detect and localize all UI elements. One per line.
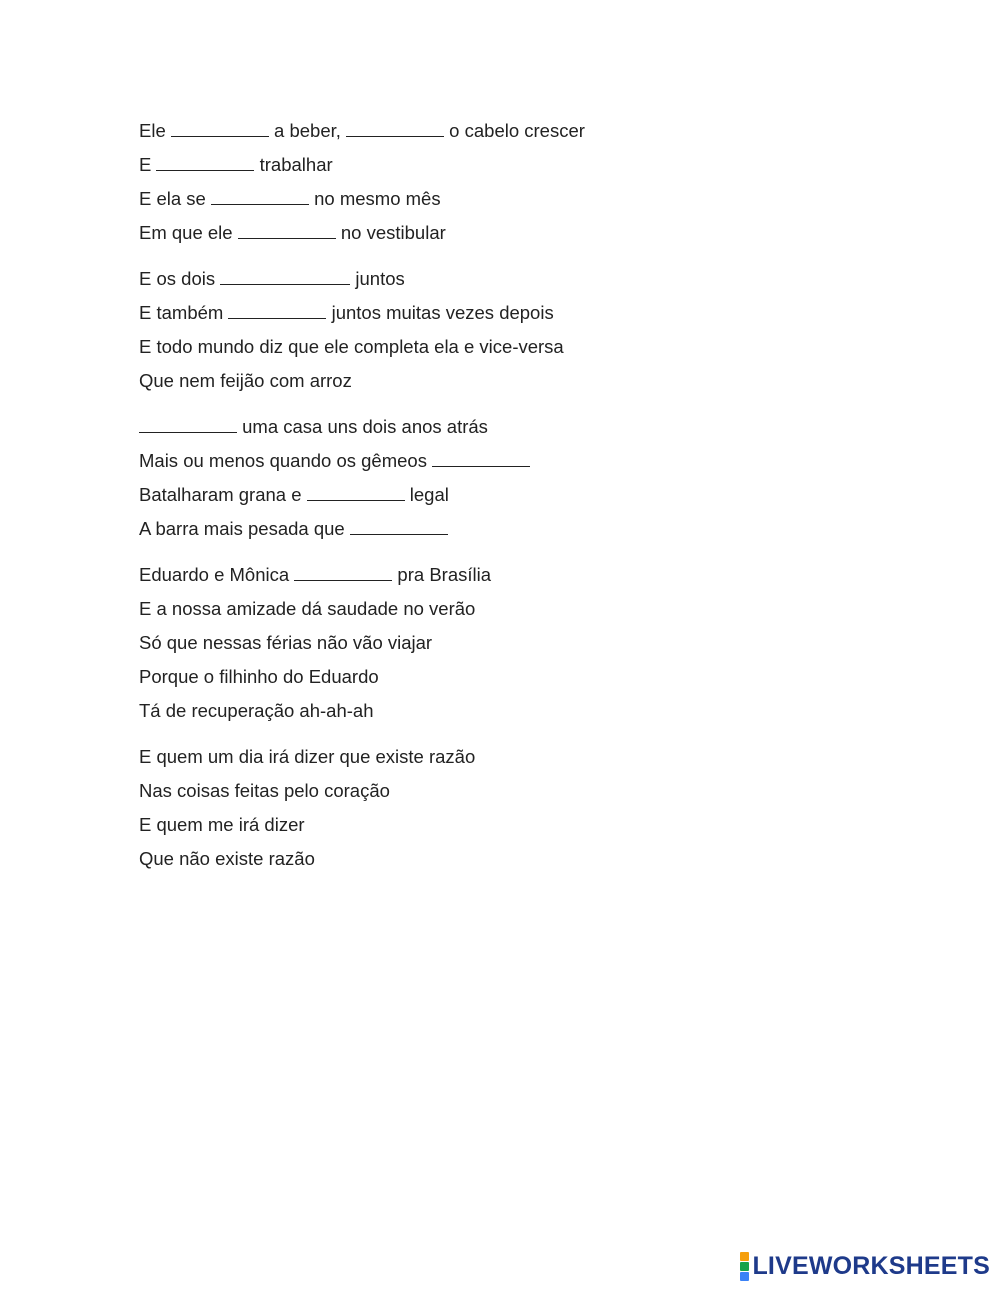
lyric-line: [139, 558, 899, 592]
lyric-line: [139, 262, 899, 296]
fill-in-blank[interactable]: [139, 416, 237, 433]
lyric-text: Nas coisas feitas pelo coração: [139, 780, 390, 801]
lyric-line: [139, 512, 899, 546]
lyric-line: [139, 444, 899, 478]
fill-in-blank[interactable]: [220, 268, 350, 285]
lyric-text: Em que ele: [139, 222, 238, 243]
lyric-text: legal: [404, 484, 449, 505]
lyric-text: Eduardo e Mônica: [139, 564, 295, 585]
fill-in-blank[interactable]: [156, 154, 254, 171]
lyric-text: pra Brasília: [392, 564, 492, 585]
lyric-line: [139, 660, 899, 694]
lyric-line: [139, 410, 899, 444]
stanza: [139, 114, 899, 250]
fill-in-blank[interactable]: [228, 302, 326, 319]
fill-in-blank[interactable]: [307, 484, 405, 501]
lyric-line: [139, 330, 899, 364]
stanza: [139, 262, 899, 398]
lyric-text: Batalharam grana e: [139, 484, 307, 505]
lyric-text: E quem me irá dizer: [139, 814, 305, 835]
worksheet-lyrics: [139, 114, 899, 888]
lyric-line: [139, 694, 899, 728]
lyric-text: E: [139, 154, 157, 175]
logo-cube-icon: [740, 1252, 749, 1261]
lyric-text: juntos muitas vezes depois: [326, 302, 554, 323]
lyric-text: no mesmo mês: [309, 188, 441, 209]
lyric-text: E quem um dia irá dizer que existe razão: [139, 746, 476, 767]
lyric-text: Que não existe razão: [139, 848, 315, 869]
logo-cube-icon: [740, 1262, 749, 1271]
stanza: [139, 740, 899, 876]
lyric-text: juntos: [350, 268, 405, 289]
lyric-text: Que nem feijão com arroz: [139, 370, 352, 391]
lyric-line: [139, 478, 899, 512]
lyric-line: [139, 114, 899, 148]
lyric-line: [139, 296, 899, 330]
fill-in-blank[interactable]: [171, 120, 269, 137]
lyric-line: [139, 740, 899, 774]
lyric-text: E todo mundo diz que ele completa ela e vice-versa: [139, 336, 564, 357]
lyric-text: Tá de recuperação ah-ah-ah: [139, 700, 374, 721]
lyric-line: [139, 364, 899, 398]
lyric-text: no vestibular: [335, 222, 446, 243]
lyric-text: Só que nessas férias não vão viajar: [139, 632, 433, 653]
lyric-text: E também: [139, 302, 229, 323]
stanza: [139, 558, 899, 728]
logo-cubes-icon: [740, 1252, 749, 1281]
lyric-text: E a nossa amizade dá saudade no verão: [139, 598, 476, 619]
lyric-line: [139, 842, 899, 876]
lyric-text: E os dois: [139, 268, 221, 289]
liveworksheets-logo: [740, 1251, 990, 1281]
lyric-text: trabalhar: [254, 154, 333, 175]
logo-text: LIVEWORKSHEETS: [752, 1252, 990, 1280]
lyric-text: uma casa uns dois anos atrás: [237, 416, 488, 437]
lyric-text: A barra mais pesada que: [139, 518, 350, 539]
fill-in-blank[interactable]: [350, 518, 448, 535]
lyric-text: Ele: [139, 120, 171, 141]
lyric-line: [139, 182, 899, 216]
lyric-line: [139, 808, 899, 842]
lyric-line: [139, 592, 899, 626]
lyric-text: o cabelo crescer: [444, 120, 585, 141]
fill-in-blank[interactable]: [432, 450, 530, 467]
lyric-line: [139, 626, 899, 660]
fill-in-blank[interactable]: [211, 188, 309, 205]
fill-in-blank[interactable]: [294, 564, 392, 581]
lyric-text: Mais ou menos quando os gêmeos: [139, 450, 433, 471]
fill-in-blank[interactable]: [238, 222, 336, 239]
lyric-line: [139, 148, 899, 182]
lyric-line: [139, 774, 899, 808]
lyric-text: Porque o filhinho do Eduardo: [139, 666, 379, 687]
lyric-text: E ela se: [139, 188, 211, 209]
lyric-line: [139, 216, 899, 250]
stanza: [139, 410, 899, 546]
logo-cube-icon: [740, 1272, 749, 1281]
fill-in-blank[interactable]: [346, 120, 444, 137]
lyric-text: a beber,: [268, 120, 347, 141]
